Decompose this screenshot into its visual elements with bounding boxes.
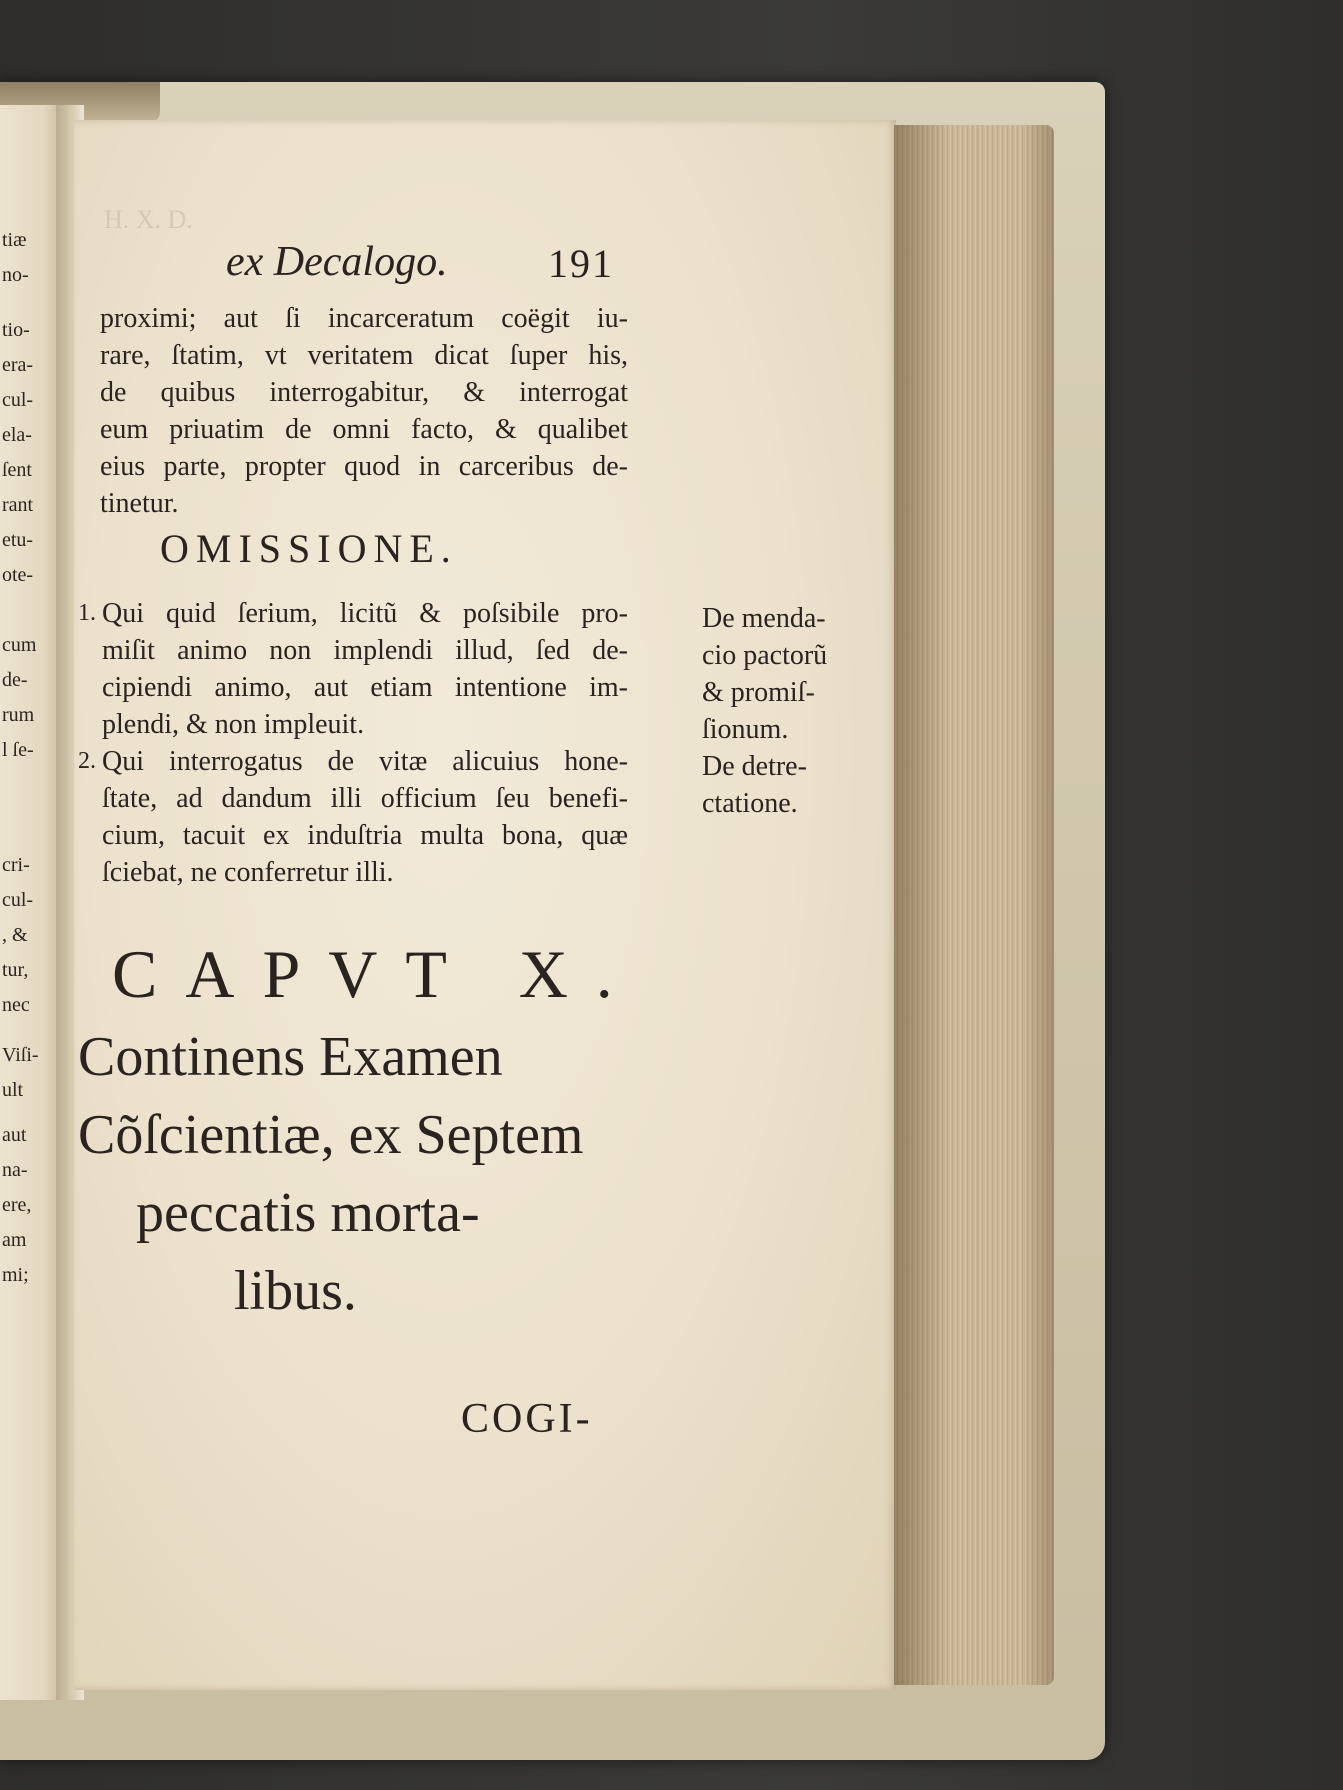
catchword: COGI-	[461, 1396, 593, 1442]
left-page-fragment: l ſe-	[2, 739, 34, 761]
left-page-fragment: am	[2, 1229, 27, 1251]
left-page-fragment: , &	[2, 924, 28, 946]
paragraph-line: de quibus interrogabitur, & interrogat	[100, 377, 628, 408]
left-page-fragment: era-	[2, 354, 34, 376]
page-edges-shadow	[894, 125, 1054, 1685]
left-page	[0, 105, 62, 1700]
left-page-fragment: tur,	[2, 959, 29, 981]
left-page-fragment: aut	[2, 1124, 27, 1146]
left-page-fragment: cri-	[2, 854, 30, 876]
item-line: Qui interrogatus de vitæ alicuius hone-	[102, 746, 628, 777]
left-page-fragment: ſent	[2, 459, 32, 481]
section-heading: OMISSIONE.	[160, 526, 458, 571]
item-number: 1.	[78, 600, 96, 626]
paragraph-line: rare, ſtatim, vt veritatem dicat ſuper his,	[100, 340, 628, 371]
left-page-fragment: ere,	[2, 1194, 32, 1216]
margin-note-line: cio pactorũ	[702, 640, 828, 671]
left-page-fragment: ote-	[2, 564, 34, 586]
margin-note-line: ſionum.	[702, 714, 789, 745]
left-page-fragment: Viſi-	[2, 1044, 39, 1066]
left-page-fragment: ela-	[2, 424, 32, 446]
left-page-fragment: na-	[2, 1159, 28, 1181]
page-number: 191	[548, 241, 614, 286]
paragraph-line: eum priuatim de omni facto, & qualibet	[100, 414, 628, 445]
left-page-fragment: rum	[2, 704, 35, 726]
left-page-fragment: tiæ	[2, 229, 27, 251]
item-line: miſit animo non implendi illud, ſed de-	[102, 635, 628, 666]
margin-note-line: De menda-	[702, 603, 826, 634]
running-title: ex Decalogo.	[226, 239, 448, 285]
item-line: cipiendi animo, aut etiam intentione im-	[102, 672, 628, 703]
margin-note-line: & promiſ-	[702, 677, 815, 708]
bleed-through: H. X. D.	[104, 205, 193, 234]
left-page-fragment: rant	[2, 494, 34, 516]
left-page-fragment: ult	[2, 1079, 24, 1101]
chapter-title-line: peccatis morta-	[136, 1182, 480, 1244]
item-line: plendi, & non impleuit.	[102, 709, 365, 740]
left-page-fragment: tio-	[2, 319, 30, 341]
paragraph-line: eius parte, propter quod in carceribus de-	[100, 451, 628, 482]
right-page	[74, 120, 896, 1690]
paragraph-line: tinetur.	[100, 488, 179, 519]
item-line: ſciebat, ne conferretur illi.	[102, 857, 394, 888]
margin-note-line: De detre-	[702, 751, 807, 782]
paragraph-line: proximi; aut ſi incarceratum coëgit iu-	[100, 303, 628, 334]
left-page-fragment: cul-	[2, 389, 34, 411]
item-line: ſtate, ad dandum illi officium ſeu benefi-	[102, 783, 628, 814]
left-page-fragment: no-	[2, 264, 29, 286]
left-page-fragment: de-	[2, 669, 28, 691]
left-page-fragment: etu-	[2, 529, 34, 551]
left-page-fragment: nec	[2, 994, 30, 1016]
item-number: 2.	[78, 748, 96, 774]
item-line: cium, tacuit ex induſtria multa bona, quæ	[102, 820, 628, 851]
chapter-title-line: libus.	[234, 1260, 357, 1322]
chapter-heading: CAPVT X.	[112, 936, 641, 1012]
left-page-fragment: cum	[2, 634, 37, 656]
chapter-title-line: Continens Examen	[78, 1026, 503, 1088]
chapter-title-line: Cõſcientiæ, ex Septem	[78, 1104, 584, 1166]
left-page-fragment: mi;	[2, 1264, 29, 1286]
item-line: Qui quid ſerium, licitũ & poſsibile pro-	[102, 598, 628, 629]
left-page-fragment: cul-	[2, 889, 34, 911]
margin-note-line: ctatione.	[702, 788, 798, 819]
